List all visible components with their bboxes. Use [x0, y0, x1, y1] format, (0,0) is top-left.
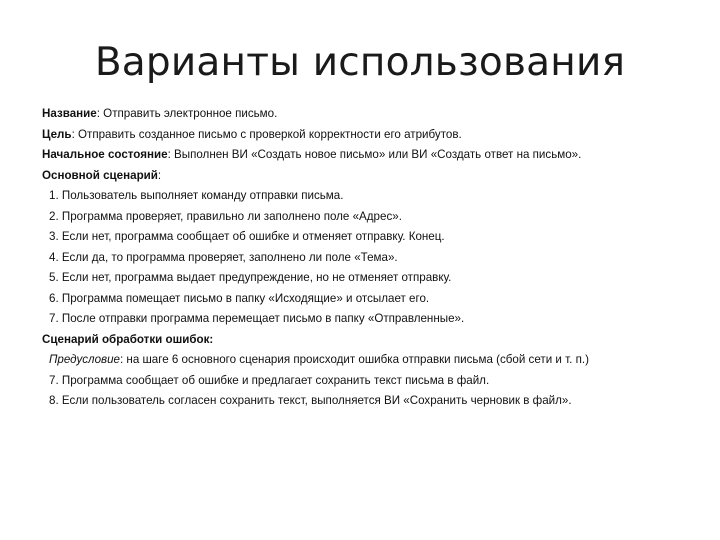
goal-label: Цель [42, 127, 72, 141]
error-step-7: 7. Программа сообщает об ошибке и предлагает сохранить текст письма в файл. [49, 373, 490, 387]
main-scenario-label: Основной сценарий [42, 168, 158, 182]
error-scenario-heading [42, 330, 702, 351]
main-step-3: 3. Если нет, программа сообщает об ошибке и отменяет отправку. Конец. [49, 230, 445, 243]
main-step-4: 4. Если да, то программа проверяет, заполнено ли поле «Тема». [49, 250, 398, 264]
error-scenario-label: Сценарий обработки ошибок: [42, 332, 214, 346]
initial-state-line [42, 145, 702, 166]
slide-title: Варианты использования [94, 40, 626, 85]
main-scenario-heading [42, 166, 702, 187]
slide-body [42, 104, 702, 412]
precondition-label: Предусловие [49, 353, 120, 366]
main-scenario-suffix: : [157, 168, 162, 182]
initial-state-label: Начальное состояние [42, 148, 168, 161]
error-step-8: 8. Если пользователь согласен сохранить текст, выполняется ВИ «Сохранить черновик в файл». [49, 394, 572, 407]
precondition-line [42, 350, 702, 371]
main-step-1: 1. Пользователь выполняет команду отправки письма. [49, 189, 344, 202]
name-value: : Отправить электронное письмо. [96, 107, 278, 120]
initial-state-value: : Выполнен ВИ «Создать новое письмо» или ВИ «Создать ответ на письмо». [167, 148, 582, 161]
name-line [42, 104, 702, 125]
main-step-6: 6. Программа помещает письмо в папку «Исходящие» и отсылает его. [49, 291, 430, 305]
name-label: Название [42, 107, 97, 120]
goal-line [42, 125, 702, 146]
precondition-text: : на шаге 6 основного сценария происходит ошибка отправки письма (сбой сети и т. п.) [119, 353, 589, 366]
main-step-5: 5. Если нет, программа выдает предупреждение, но не отменяет отправку. [49, 271, 452, 284]
main-step-2: 2. Программа проверяет, правильно ли заполнено поле «Адрес». [49, 209, 402, 223]
main-step-7: 7. После отправки программа перемещает письмо в папку «Отправленные». [49, 312, 465, 325]
goal-value: : Отправить созданное письмо с проверкой корректности его атрибутов. [71, 127, 462, 141]
